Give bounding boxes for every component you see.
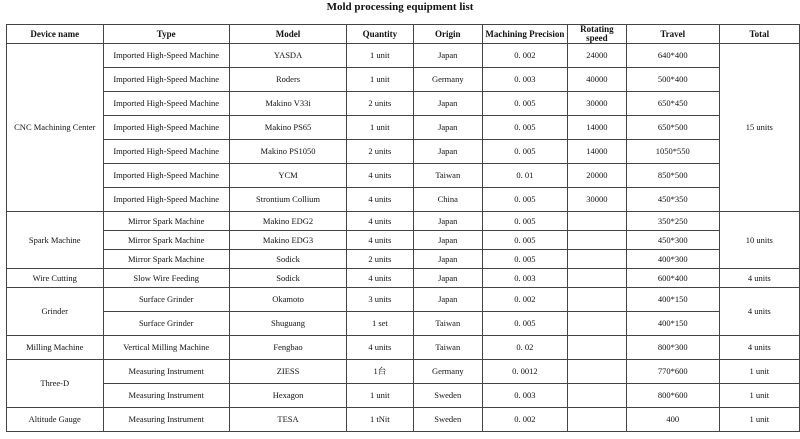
origin-cell: Taiwan: [413, 164, 483, 188]
quantity-cell: 1 unit: [347, 116, 413, 140]
table-row: [7, 231, 800, 250]
origin-cell: Japan: [413, 92, 483, 116]
type-cell: Imported High-Speed Machine: [103, 164, 229, 188]
speed-cell: [567, 336, 626, 360]
device-name-cell: Spark Machine: [7, 212, 104, 269]
speed-cell: 24000: [567, 44, 626, 68]
model-cell: Okamoto: [229, 288, 346, 312]
type-cell: Imported High-Speed Machine: [103, 188, 229, 212]
table-row: [7, 312, 800, 336]
table-row: [7, 212, 800, 231]
travel-cell: 450*350: [626, 188, 719, 212]
quantity-cell: 1 unit: [347, 68, 413, 92]
quantity-cell: 4 units: [347, 231, 413, 250]
speed-cell: [567, 288, 626, 312]
precision-cell: 0. 003: [483, 68, 568, 92]
travel-cell: 350*250: [626, 212, 719, 231]
speed-cell: [567, 250, 626, 269]
model-cell: TESA: [229, 408, 346, 432]
origin-cell: Japan: [413, 250, 483, 269]
precision-cell: 0. 02: [483, 336, 568, 360]
model-cell: Roders: [229, 68, 346, 92]
model-cell: Sodick: [229, 250, 346, 269]
quantity-cell: 1 set: [347, 312, 413, 336]
total-cell: 15 units: [719, 44, 799, 212]
origin-cell: Taiwan: [413, 336, 483, 360]
total-cell: 1 unit: [719, 360, 799, 384]
table-row: [7, 116, 800, 140]
speed-cell: 40000: [567, 68, 626, 92]
table-row: [7, 188, 800, 212]
table-row: [7, 140, 800, 164]
device-name-cell: Three-D: [7, 360, 104, 408]
type-cell: Imported High-Speed Machine: [103, 92, 229, 116]
travel-cell: 650*500: [626, 116, 719, 140]
speed-cell: [567, 408, 626, 432]
origin-cell: China: [413, 188, 483, 212]
quantity-cell: 2 units: [347, 250, 413, 269]
quantity-cell: 1 tNit: [347, 408, 413, 432]
origin-cell: Japan: [413, 44, 483, 68]
type-cell: Imported High-Speed Machine: [103, 44, 229, 68]
origin-cell: Sweden: [413, 384, 483, 408]
precision-cell: 0. 005: [483, 212, 568, 231]
travel-cell: 400*150: [626, 288, 719, 312]
header-model: Model: [229, 25, 346, 44]
quantity-cell: 4 units: [347, 212, 413, 231]
total-cell: 1 unit: [719, 408, 799, 432]
travel-cell: 770*600: [626, 360, 719, 384]
quantity-cell: 1台: [347, 360, 413, 384]
model-cell: Strontium Collium: [229, 188, 346, 212]
header-precision: Machining Precision: [483, 25, 568, 44]
travel-cell: 650*450: [626, 92, 719, 116]
origin-cell: Japan: [413, 140, 483, 164]
type-cell: Mirror Spark Machine: [103, 231, 229, 250]
origin-cell: Japan: [413, 116, 483, 140]
equipment-table: [6, 24, 800, 432]
total-cell: 4 units: [719, 269, 799, 288]
quantity-cell: 2 units: [347, 92, 413, 116]
model-cell: Hexagon: [229, 384, 346, 408]
precision-cell: 0. 005: [483, 116, 568, 140]
quantity-cell: 1 unit: [347, 384, 413, 408]
table-row: [7, 164, 800, 188]
travel-cell: 400: [626, 408, 719, 432]
speed-cell: [567, 384, 626, 408]
precision-cell: 0. 003: [483, 269, 568, 288]
origin-cell: Japan: [413, 288, 483, 312]
type-cell: Surface Grinder: [103, 312, 229, 336]
total-cell: 10 units: [719, 212, 799, 269]
travel-cell: 800*600: [626, 384, 719, 408]
type-cell: Vertical Milling Machine: [103, 336, 229, 360]
table-row: [7, 384, 800, 408]
origin-cell: Germany: [413, 360, 483, 384]
quantity-cell: 4 units: [347, 188, 413, 212]
device-name-cell: CNC Machining Center: [7, 44, 104, 212]
type-cell: Measuring Instrument: [103, 360, 229, 384]
model-cell: Makino EDG3: [229, 231, 346, 250]
travel-cell: 500*400: [626, 68, 719, 92]
travel-cell: 400*150: [626, 312, 719, 336]
quantity-cell: 1 unit: [347, 44, 413, 68]
speed-cell: [567, 231, 626, 250]
model-cell: Makino PS1050: [229, 140, 346, 164]
precision-cell: 0. 005: [483, 231, 568, 250]
type-cell: Imported High-Speed Machine: [103, 140, 229, 164]
table-row: [7, 92, 800, 116]
precision-cell: 0. 002: [483, 408, 568, 432]
model-cell: YASDA: [229, 44, 346, 68]
type-cell: Imported High-Speed Machine: [103, 116, 229, 140]
speed-cell: 30000: [567, 92, 626, 116]
header-total: Total: [719, 25, 799, 44]
header-travel: Travel: [626, 25, 719, 44]
travel-cell: 400*300: [626, 250, 719, 269]
precision-cell: 0. 01: [483, 164, 568, 188]
precision-cell: 0. 005: [483, 312, 568, 336]
speed-cell: 14000: [567, 116, 626, 140]
precision-cell: 0. 0012: [483, 360, 568, 384]
header-type: Type: [103, 25, 229, 44]
type-cell: Mirror Spark Machine: [103, 212, 229, 231]
table-row: [7, 288, 800, 312]
model-cell: Makino V33i: [229, 92, 346, 116]
precision-cell: 0. 005: [483, 188, 568, 212]
model-cell: Makino PS65: [229, 116, 346, 140]
travel-cell: 850*500: [626, 164, 719, 188]
model-cell: Fengbao: [229, 336, 346, 360]
speed-cell: [567, 360, 626, 384]
speed-cell: [567, 212, 626, 231]
model-cell: Shuguang: [229, 312, 346, 336]
speed-cell: 20000: [567, 164, 626, 188]
total-cell: 4 units: [719, 336, 799, 360]
model-cell: Sodick: [229, 269, 346, 288]
travel-cell: 1050*550: [626, 140, 719, 164]
quantity-cell: 4 units: [347, 269, 413, 288]
precision-cell: 0. 005: [483, 92, 568, 116]
travel-cell: 800*300: [626, 336, 719, 360]
type-cell: Surface Grinder: [103, 288, 229, 312]
table-row: [7, 336, 800, 360]
header-row: [7, 25, 800, 44]
origin-cell: Germany: [413, 68, 483, 92]
speed-cell: [567, 312, 626, 336]
header-origin: Origin: [413, 25, 483, 44]
type-cell: Measuring Instrument: [103, 384, 229, 408]
precision-cell: 0. 002: [483, 44, 568, 68]
model-cell: YCM: [229, 164, 346, 188]
header-speed: Rotating speed: [567, 25, 626, 44]
table-row: [7, 68, 800, 92]
page-title: Mold processing equipment list: [326, 1, 474, 13]
type-cell: Imported High-Speed Machine: [103, 68, 229, 92]
speed-cell: 14000: [567, 140, 626, 164]
device-name-cell: Grinder: [7, 288, 104, 336]
quantity-cell: 3 units: [347, 288, 413, 312]
total-cell: 4 units: [719, 288, 799, 336]
type-cell: Mirror Spark Machine: [103, 250, 229, 269]
table-row: [7, 250, 800, 269]
device-name-cell: Altitude Gauge: [7, 408, 104, 432]
type-cell: Slow Wire Feeding: [103, 269, 229, 288]
header-device-name: Device name: [7, 25, 104, 44]
model-cell: Makino EDG2: [229, 212, 346, 231]
origin-cell: Sweden: [413, 408, 483, 432]
speed-cell: [567, 269, 626, 288]
precision-cell: 0. 002: [483, 288, 568, 312]
speed-cell: 30000: [567, 188, 626, 212]
travel-cell: 600*400: [626, 269, 719, 288]
device-name-cell: Wire Cutting: [7, 269, 104, 288]
travel-cell: 450*300: [626, 231, 719, 250]
origin-cell: Japan: [413, 269, 483, 288]
precision-cell: 0. 005: [483, 250, 568, 269]
quantity-cell: 4 units: [347, 336, 413, 360]
precision-cell: 0. 005: [483, 140, 568, 164]
total-cell: 1 unit: [719, 384, 799, 408]
table-row: [7, 44, 800, 68]
quantity-cell: 2 units: [347, 140, 413, 164]
quantity-cell: 4 units: [347, 164, 413, 188]
device-name-cell: Milling Machine: [7, 336, 104, 360]
origin-cell: Japan: [413, 231, 483, 250]
travel-cell: 640*400: [626, 44, 719, 68]
header-quantity: Quantity: [347, 25, 413, 44]
precision-cell: 0. 003: [483, 384, 568, 408]
model-cell: ZIESS: [229, 360, 346, 384]
type-cell: Measuring Instrument: [103, 408, 229, 432]
origin-cell: Taiwan: [413, 312, 483, 336]
origin-cell: Japan: [413, 212, 483, 231]
table-row: [7, 360, 800, 384]
table-row: [7, 408, 800, 432]
table-row: [7, 269, 800, 288]
